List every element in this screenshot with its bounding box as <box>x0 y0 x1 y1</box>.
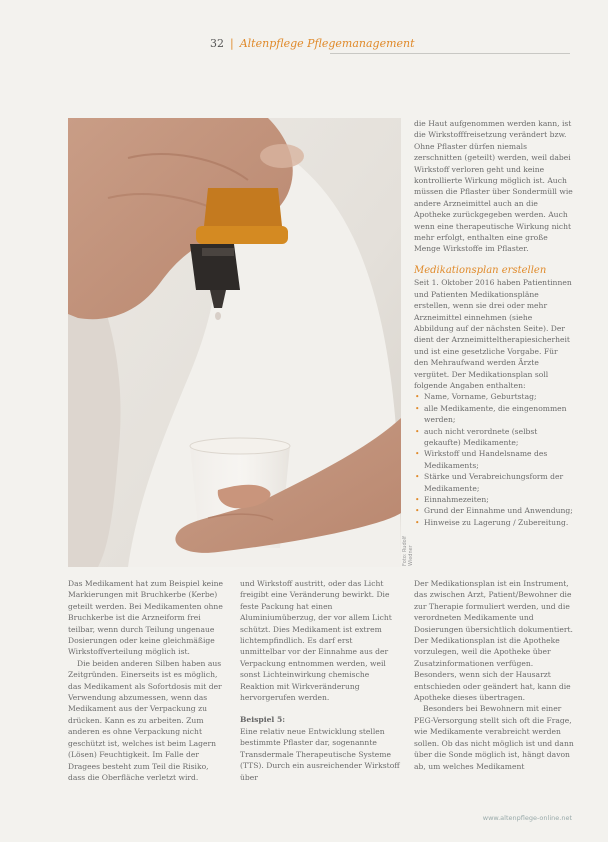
section-paragraph: Seit 1. Oktober 2016 haben Patientinnen und Patienten Medikationspläne erstellen, wenn sie drei oder mehr Arzneimittel einnehmen (siehe Abbildung auf der nächsten Seite). Der dient der Arzneimitteltherapiesicherheit und ist eine gesetzliche Vorgabe. Für den Mehraufwand werden Ärzte vergütet. Der Medikationsplan soll folgende Angaben enthalten: <box>414 278 572 390</box>
article-photo <box>68 118 401 567</box>
middle-paragraph-1: und Wirkstoff austritt, oder das Licht freigibt eine Veränderung bewirkt. Die feste Packung hat einen Aluminiumüberzug, der vor allem Licht schützt. Dies Medikament ist extrem lichtempfindlich. Es darf erst unmittelbar vor der Einnahme aus der Verpackung entnommen werden, weil sonst Lichteinwirkung chemische Reaktion mit Wirkveränderung hervorgerufen werden. <box>240 579 392 703</box>
middle-column <box>240 578 400 783</box>
right-column-bottom <box>414 578 574 772</box>
list-item: • Wirkstoff und Handelsname des Medikaments; <box>415 449 548 470</box>
section-heading: Medikationsplan erstellen <box>414 264 547 276</box>
example-paragraph: Eine relativ neue Entwicklung stellen bestimmte Pflaster dar, sogenannte Transdermale Therapeutische Systeme (TTS). Durch ein ausreichender Wirkstoff über <box>240 726 400 782</box>
right-bottom-paragraph-2: Besonders bei Bewohnern mit einer PEG-Versorgung stellt sich oft die Frage, wie Medikamente verabreicht werden sollen. Ob das nicht möglich ist und dann über die Sonde möglich ist, hängt davon ab, um welches Medikament <box>414 704 574 771</box>
left-paragraph-2: Die beiden anderen Silben haben aus Zeitgründen. Einerseits ist es möglich, das Medikament als Sofortdosis mit der Verwendung abzumessen, wenn das Medikament aus der Verpackung zu drücken. Kann es zu arbeiten. Zum anderen es ohne Verpackung nicht geschützt ist, welches ist beim Lagern (Lösen) Feuchtigkeit. Im Falle der Dragees besteht zum Teil die Risiko, dass die Oberfläche verletzt wird. <box>68 658 222 782</box>
right-column-top <box>414 118 574 528</box>
page-footer: www.altenpflege-online.net <box>482 814 572 822</box>
page-number: 32 <box>210 37 224 50</box>
list-item: • Stärke und Verabreichungsform der Medikamente; <box>415 472 564 493</box>
list-item: • Hinweise zu Lagerung / Zubereitung. <box>415 517 569 527</box>
photo-credit: Foto: Rudolf Wiedner <box>402 536 414 566</box>
page-header <box>210 37 415 50</box>
left-paragraph-1: Das Medikament hat zum Beispiel keine Markierungen mit Bruchkerbe (Kerbe) geteilt werden. Bei Medikamenten ohne Bruchkerbe ist die Arzneiform frei teilbar, wenn durch Teilung ungenaue Dosierungen oder keine gleichmäßige Wirkstoffverteilung möglich ist. <box>68 579 223 657</box>
list-item: • Einnahmezeiten; <box>415 495 489 504</box>
header-rule <box>330 53 570 54</box>
list-item: • Name, Vorname, Geburtstag; <box>415 392 537 402</box>
list-item: • Grund der Einnahme und Anwendung; <box>415 506 573 516</box>
left-column <box>68 578 228 783</box>
header-separator: | <box>230 37 234 50</box>
list-item: • auch nicht verordnete (selbst gekaufte) Medikamente; <box>415 426 538 447</box>
right-bottom-paragraph-1: Der Medikationsplan ist ein Instrument, das zwischen Arzt, Patient/Bewohner die zur Therapie formuliert werden, und die verordneten Medikamente und Dosierungen übersichtlich dokumentiert. Der Medikationsplan ist die Apotheke vorzulegen, weil die Apotheke über Zusatzinformationen verfügen. Besonders, wenn sich der Hausarzt entschieden oder geändert hat, kann die Apotheke dieses übertragen. <box>414 579 573 703</box>
photo-hand-dropper-bottle <box>68 118 401 567</box>
list-item: • alle Medikamente, die eingenommen werden; <box>415 403 567 425</box>
requirements-list <box>414 391 574 528</box>
example-heading: Beispiel 5: <box>240 715 286 725</box>
right-top-paragraph: die Haut aufgenommen werden kann, ist die Wirkstofffreisetzung verändert bzw. Ohne Pflaster dürfen niemals zerschnitten (geteilt) werden, weil dabei Wirkstoff verloren geht und keine kontrollierte Wirkung möglich ist. Auch müssen die Pflaster über Sondermüll wie andere Arzneimittel auch an die Apotheke zurückgegeben werden. Auch wenn eine therapeutische Wirkung nicht mehr erfolgt, enthalten eine große Menge Wirkstoffe im Pflaster. <box>414 119 573 254</box>
journal-title: Altenpflege Pflegemanagement <box>239 37 415 50</box>
